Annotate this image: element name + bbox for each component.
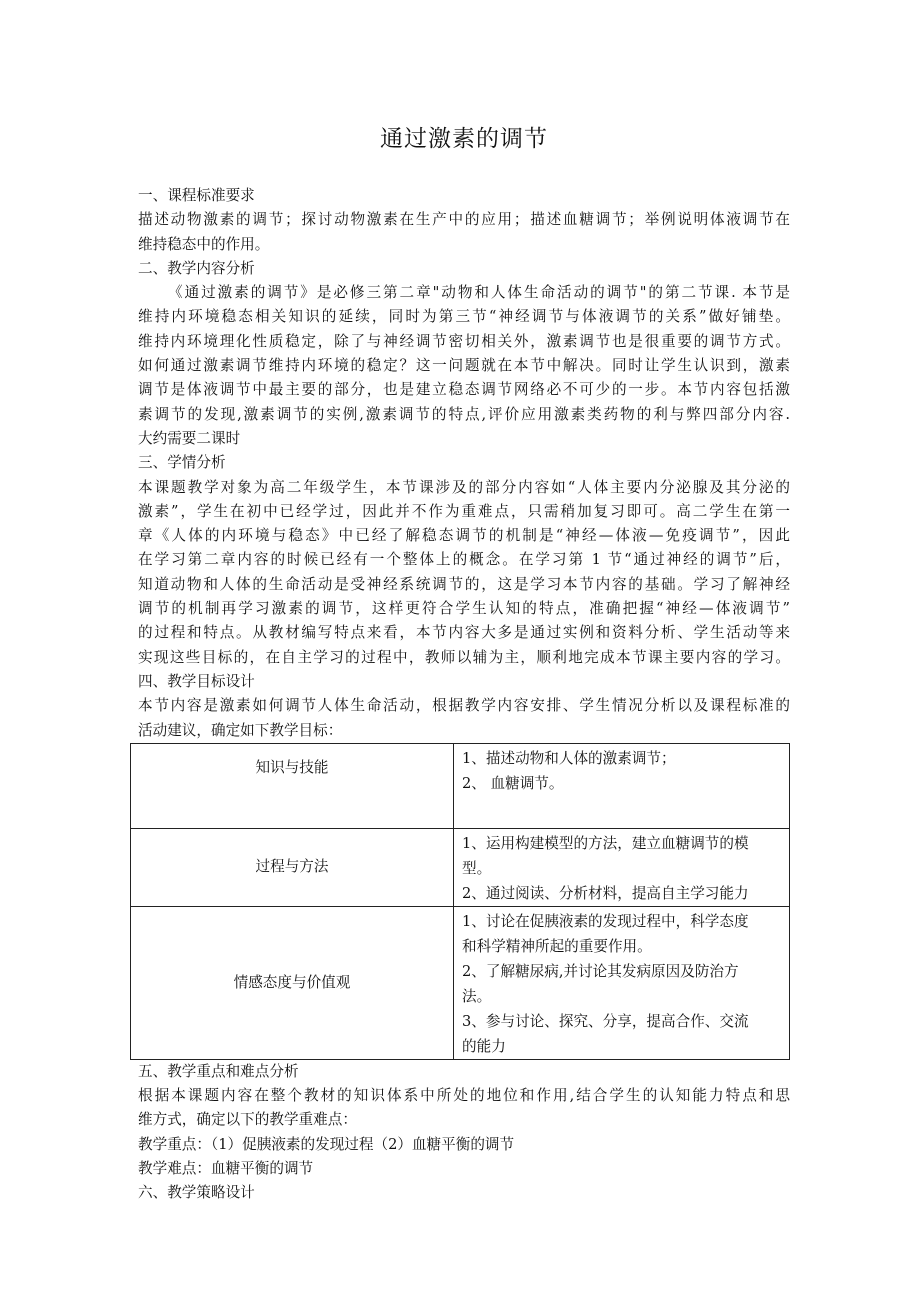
table-row — [131, 906, 790, 1059]
paragraph-line: 在学习第二章内容的时候已经有一个整体上的概念。在学习第 1 节“通过神经的调节”后， — [138, 551, 790, 569]
goal-category: 过程与方法 — [255, 858, 329, 876]
goal-category-cell — [131, 906, 454, 1059]
paragraph-line: 活动建议，确定如下教学目标： — [138, 721, 343, 739]
paragraph-line: 本节内容是激素如何调节人体生命活动，根据教学内容安排、学生情况分析以及课程标准的 — [138, 697, 790, 715]
paragraph-line: 素调节的发现,激素调节的实例,激素调节的特点,评价应用激素类药物的利与弊四部分内容. — [138, 405, 790, 423]
goal-items-cell — [454, 743, 790, 828]
goal-items-cell — [454, 828, 790, 906]
paragraph-line: 调节是体液调节中最主要的部分，也是建立稳态调节网络必不可少的一步。本节内容包括激 — [138, 381, 790, 399]
section-heading: 六、教学策略设计 — [138, 1184, 255, 1202]
paragraph-line: 教学难点：血糖平衡的调节 — [138, 1160, 314, 1178]
paragraph-line: 维方式，确定以下的教学重难点： — [138, 1111, 357, 1129]
goal-category-cell — [131, 828, 454, 906]
goal-item: 和科学精神所起的重要作用。 — [462, 937, 652, 955]
goal-item: 的能力 — [462, 1037, 506, 1055]
goal-item: 型。 — [462, 859, 492, 877]
paragraph-line: 大约需要二课时 — [138, 429, 241, 447]
document-title: 通过激素的调节 — [380, 126, 548, 152]
table-row — [131, 743, 790, 828]
section-heading: 四、教学目标设计 — [138, 672, 255, 690]
paragraph-line: 根据本课题内容在整个教材的知识体系中所处的地位和作用,结合学生的认知能力特点和思 — [138, 1087, 790, 1105]
goal-item: 2、通过阅读、分析材料，提高自主学习能力 — [462, 884, 749, 902]
goal-item: 1、描述动物和人体的激素调节； — [462, 749, 676, 767]
paragraph-line: 《通过激素的调节》是必修三第二章"动物和人体生命活动的调节"的第二节课. 本节是 — [168, 284, 790, 302]
section-heading: 一、课程标准要求 — [138, 187, 255, 204]
teaching-goals-table — [130, 743, 790, 1060]
goal-item: 1、运用构建模型的方法，建立血糖调节的模 — [462, 834, 749, 852]
paragraph-line: 维持内环境理化性质稳定，除了与神经调节密切相关外，激素调节也是很重要的调节方式。 — [138, 332, 790, 350]
goal-item: 法。 — [462, 987, 492, 1005]
goal-item: 1、讨论在促胰液素的发现过程中，科学态度 — [462, 912, 749, 930]
goal-category-cell — [131, 743, 454, 828]
goal-items-cell — [454, 906, 790, 1059]
document-body — [138, 184, 790, 1206]
paragraph-line: 实现这些目标的，在自主学习的过程中，教师以辅为主，顺利地完成本节课主要内容的学习。 — [138, 648, 790, 666]
table-row — [131, 828, 790, 906]
goal-category: 情感态度与价值观 — [233, 973, 351, 991]
paragraph-line: 如何通过激素调节维持内环境的稳定？这一问题就在本节中解决。同时让学生认识到，激素 — [138, 357, 790, 375]
goal-item: 2、 血糖调节。 — [462, 774, 564, 792]
paragraph-line: 教学重点：（1）促胰液素的发现过程（2）血糖平衡的调节 — [138, 1135, 515, 1153]
paragraph-line: 本课题教学对象为高二年级学生，本节课涉及的部分内容如“人体主要内分泌腺及其分泌的 — [138, 478, 790, 496]
section-heading: 五、教学重点和难点分析 — [138, 1062, 299, 1080]
paragraph-line: 激素”，学生在初中已经学过，因此并不作为重难点，只需稍加复习即可。高二学生在第一 — [138, 502, 790, 520]
paragraph-line: 调节的机制再学习激素的调节，这样更符合学生认知的特点，准确把握“神经—体液调节” — [138, 600, 790, 618]
paragraph-line: 知道动物和人体的生命活动是受神经系统调节的，这是学习本节内容的基础。学习了解神经 — [138, 575, 790, 593]
paragraph-line: 的过程和特点。从教材编写特点来看，本节内容大多是通过实例和资料分析、学生活动等来 — [138, 624, 790, 642]
paragraph-line: 维持稳态中的作用。 — [138, 235, 270, 253]
section-heading: 二、教学内容分析 — [138, 259, 255, 277]
paragraph-line: 描述动物激素的调节；探讨动物激素在生产中的应用；描述血糖调节；举例说明体液调节在 — [138, 211, 790, 229]
section-heading: 三、学情分析 — [138, 454, 226, 472]
paragraph-line: 章《人体的内环境与稳态》中已经了解稳态调节的机制是“神经—体液—免疫调节”，因此 — [138, 527, 790, 545]
goal-category: 知识与技能 — [255, 758, 329, 776]
goal-item: 3、参与讨论、探究、分享，提高合作、交流 — [462, 1012, 749, 1030]
goal-item: 2、了解糖尿病,并讨论其发病原因及防治方 — [462, 962, 739, 980]
paragraph-line: 维持内环境稳态相关知识的延续，同时为第三节“神经调节与体液调节的关系”做好铺垫。 — [138, 308, 790, 326]
